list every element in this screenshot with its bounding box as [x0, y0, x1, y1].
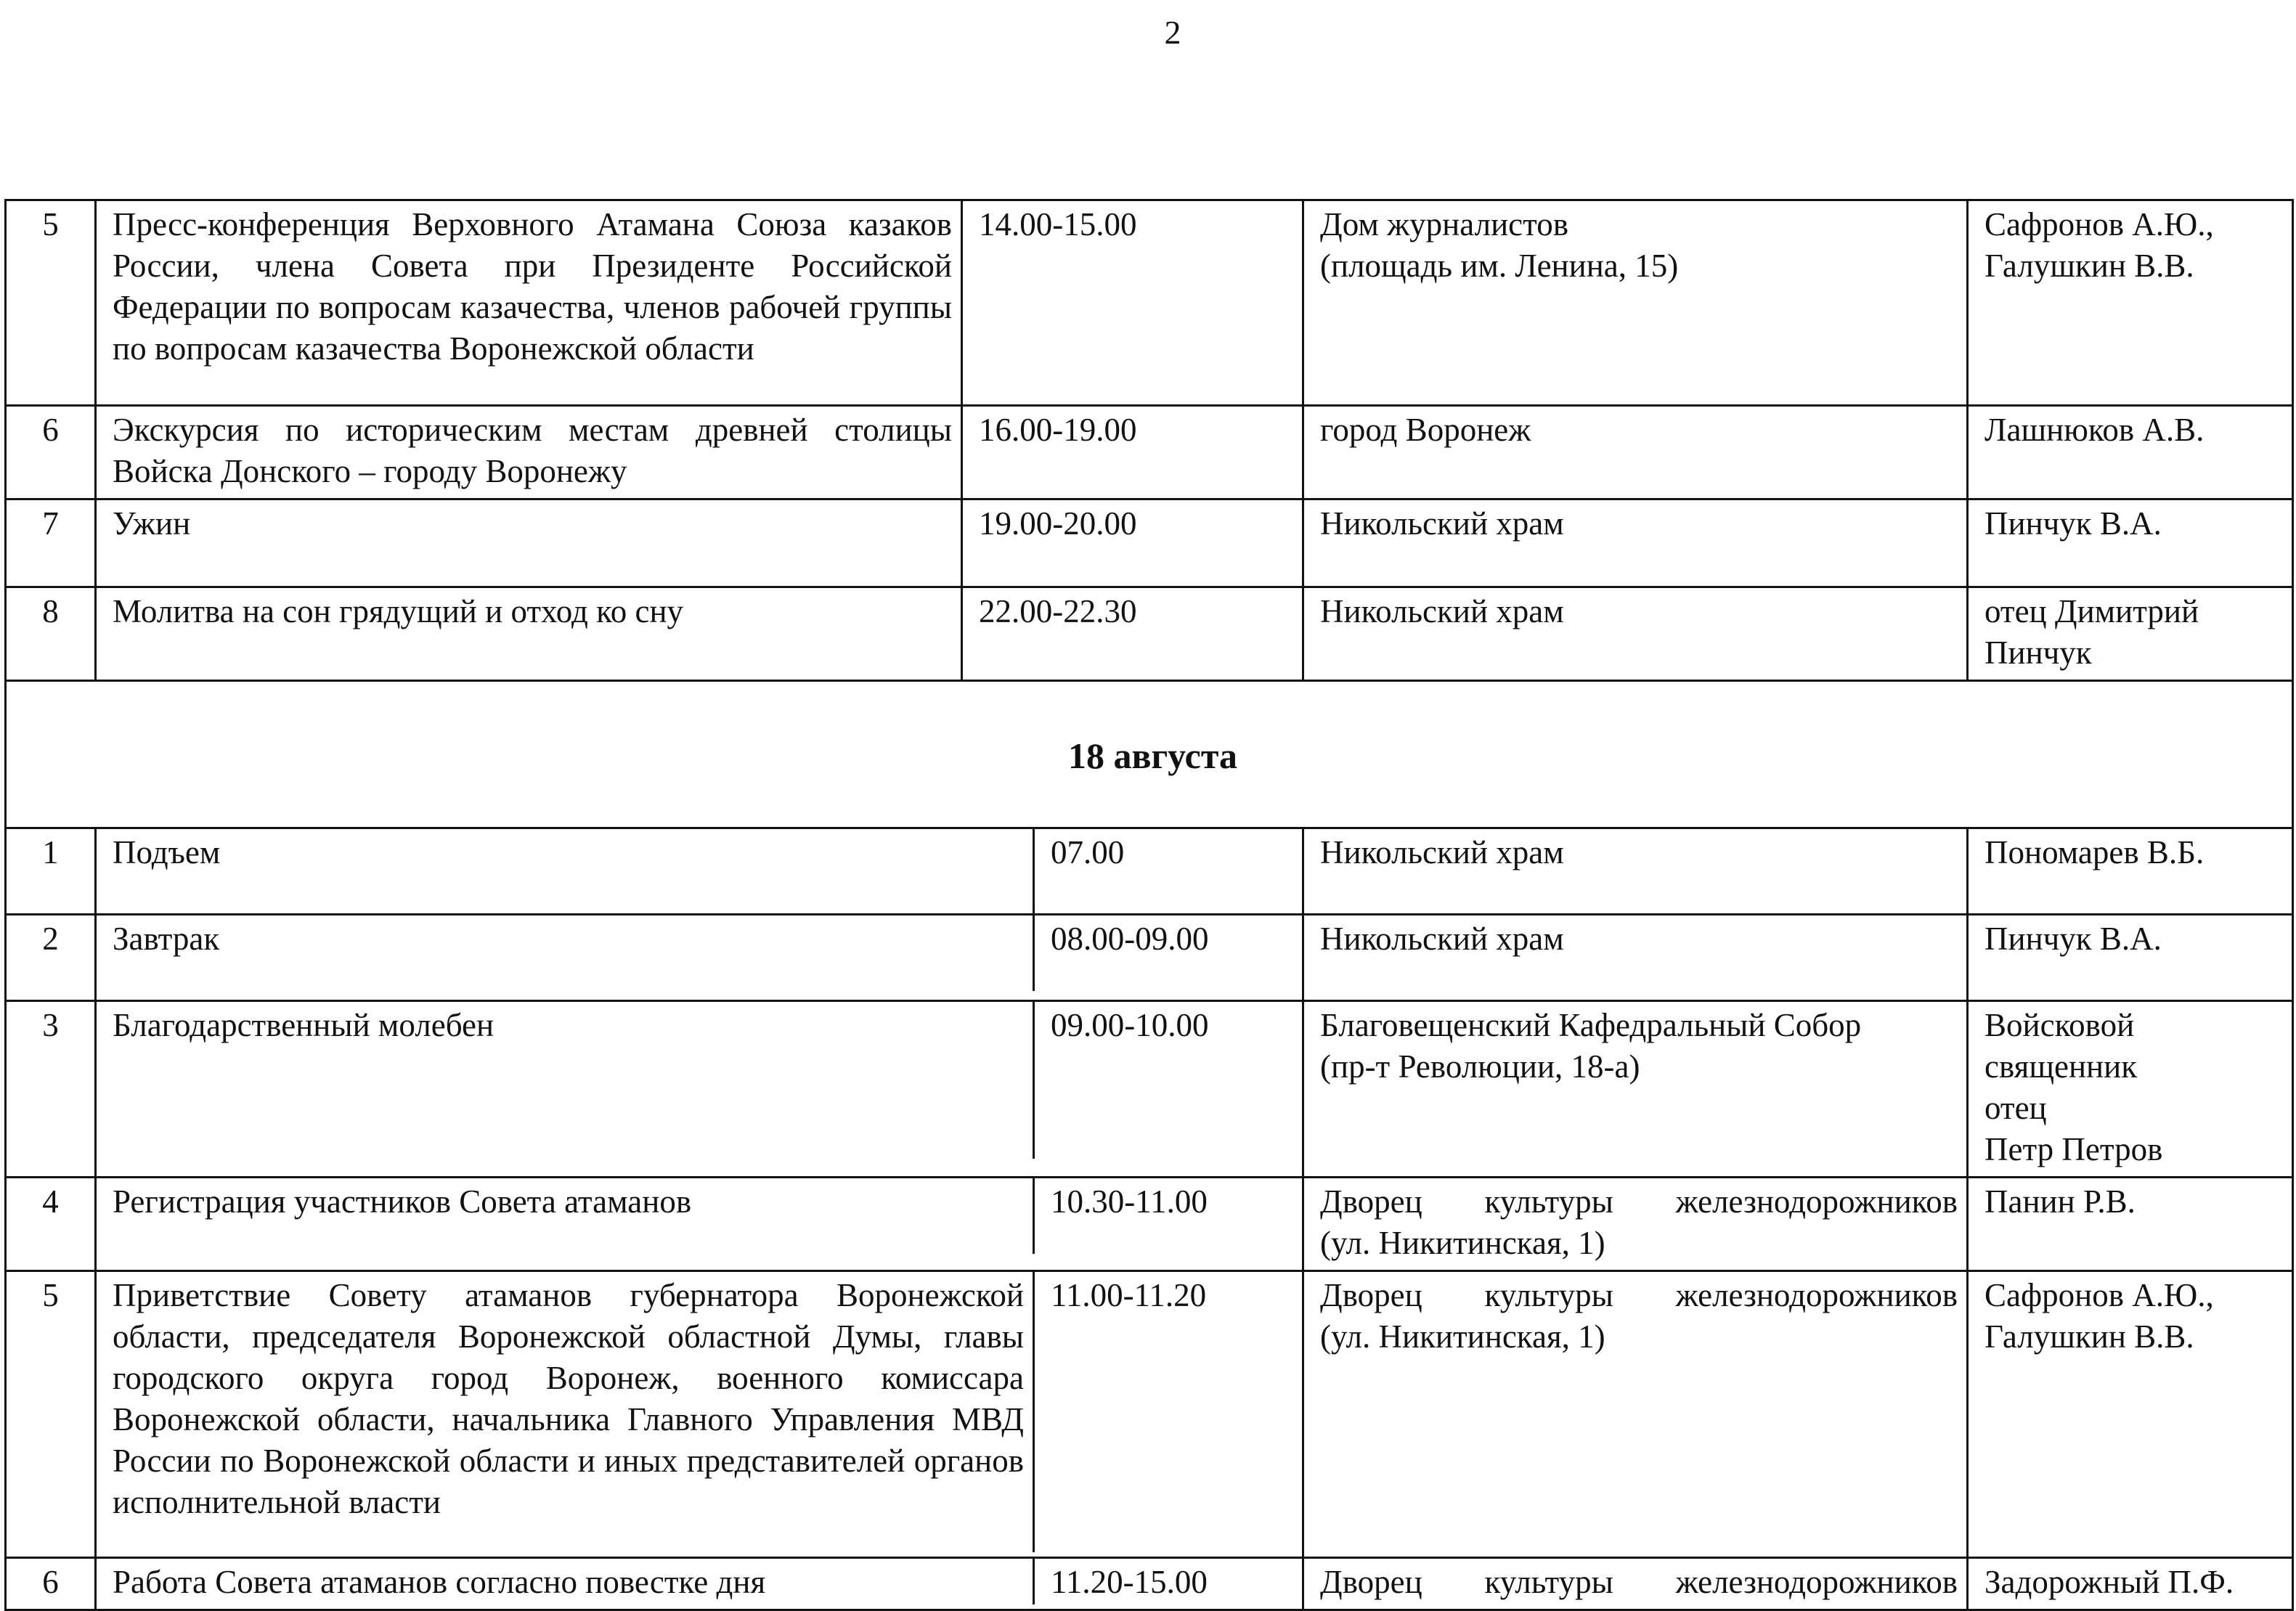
place-line: Никольский храм: [1320, 921, 1564, 957]
table-row: [6, 587, 2293, 681]
responsible-line: Галушкин В.В.: [1984, 248, 2194, 284]
responsible-line: Лашнюков А.В.: [1984, 412, 2205, 448]
responsible-line: Галушкин В.В.: [1984, 1318, 2194, 1355]
place-cell: [1303, 915, 1968, 1001]
row-number: 5: [6, 200, 96, 406]
time-cell: 09.00-10.00: [1051, 1007, 1209, 1043]
place-line: (пр-т Революции, 18-а): [1320, 1048, 1640, 1085]
table-row: [6, 200, 2293, 406]
responsible-cell: [1968, 1178, 2293, 1271]
table-row: [6, 499, 2293, 587]
place-cell: [1303, 200, 1968, 406]
responsible-line: Пинчук В.А.: [1984, 505, 2162, 542]
row-number: 5: [6, 1271, 96, 1558]
time-cell: 11.20-15.00: [1051, 1564, 1208, 1600]
place-line: (ул. Никитинская, 1): [1320, 1318, 1605, 1355]
responsible-cell: [1968, 1271, 2293, 1558]
place-line: Дворец культуры железнодорожников: [1320, 1183, 1958, 1220]
time-cell: 07.00: [1051, 834, 1125, 870]
place-line: (ул. Никитинская, 1): [1320, 1225, 1605, 1261]
row-number: 4: [6, 1178, 96, 1271]
row-number: 8: [6, 587, 96, 681]
place-cell: [1303, 828, 1968, 915]
event-cell: Ужин: [96, 499, 962, 587]
responsible-line: Сафронов А.Ю.,: [1984, 1277, 2214, 1313]
place-line: Дворец культуры железнодорожников: [1320, 1277, 1958, 1313]
responsible-cell: [1968, 200, 2293, 406]
responsible-cell: [1968, 406, 2293, 499]
row-number: 2: [6, 915, 96, 1001]
table-row: [6, 1271, 2293, 1558]
event-time-wrap: [96, 1001, 1303, 1178]
responsible-cell: [1968, 587, 2293, 681]
event-cell: Экскурсия по историческим местам древней столицы Войска Донского – городу Воронежу: [96, 406, 962, 499]
row-number: 7: [6, 499, 96, 587]
responsible-line: Задорожный П.Ф.: [1984, 1564, 2234, 1600]
responsible-line: Петр Петров: [1984, 1131, 2163, 1167]
time-cell: 14.00-15.00: [962, 200, 1303, 406]
event-cell: Приветствие Совету атаманов губернатора Воронежской области, председателя Воронежской областной Думы, главы городского округа город Воронеж, военного комиссара Воронежской области, начальника Главного Управления МВД России по Воронежской области и иных представителей органов исполнительной власти: [97, 1272, 1035, 1552]
event-cell: Молитва на сон грядущий и отход ко сну: [96, 587, 962, 681]
place-cell: [1303, 1271, 1968, 1558]
row-number: 3: [6, 1001, 96, 1178]
place-line: (площадь им. Ленина, 15): [1320, 248, 1679, 284]
place-line: Никольский храм: [1320, 834, 1564, 870]
place-line: Дом журналистов: [1320, 206, 1568, 242]
schedule-table: [4, 199, 2294, 1611]
table-row: [6, 828, 2293, 915]
event-cell: Благодарственный молебен: [97, 1002, 1035, 1159]
responsible-cell: [1968, 1558, 2293, 1610]
table-row: [6, 915, 2293, 1001]
place-cell: [1303, 406, 1968, 499]
event-cell: Регистрация участников Совета атаманов: [97, 1178, 1035, 1254]
responsible-line: Сафронов А.Ю.,: [1984, 206, 2214, 242]
place-line: Никольский храм: [1320, 505, 1564, 542]
row-number: 6: [6, 406, 96, 499]
time-cell: 11.00-11.20: [1051, 1277, 1207, 1313]
responsible-cell: [1968, 828, 2293, 915]
place-cell: [1303, 1001, 1968, 1178]
responsible-line: отец: [1984, 1090, 2047, 1126]
place-cell: [1303, 1558, 1968, 1610]
time-cell: 16.00-19.00: [962, 406, 1303, 499]
event-time-wrap: [96, 1271, 1303, 1558]
place-line: город Воронеж: [1320, 412, 1531, 448]
responsible-line: Войсковой: [1984, 1007, 2135, 1043]
responsible-line: Пономарев В.Б.: [1984, 834, 2205, 870]
responsible-line: отец Димитрий: [1984, 593, 2199, 629]
responsible-line: Пинчук: [1984, 635, 2092, 671]
place-cell: [1303, 1178, 1968, 1271]
place-cell: [1303, 587, 1968, 681]
event-time-wrap: [96, 1178, 1303, 1271]
day-heading-row: [6, 681, 2293, 828]
event-cell: Завтрак: [97, 915, 1035, 991]
responsible-cell: [1968, 915, 2293, 1001]
time-cell: 08.00-09.00: [1051, 921, 1209, 957]
time-cell: 10.30-11.00: [1051, 1183, 1208, 1220]
table-row: [6, 1178, 2293, 1271]
table-row: [6, 1001, 2293, 1178]
responsible-line: Панин Р.В.: [1984, 1183, 2136, 1220]
place-line: Никольский храм: [1320, 593, 1564, 629]
responsible-cell: [1968, 499, 2293, 587]
responsible-line: Пинчук В.А.: [1984, 921, 2162, 957]
event-time-wrap: [96, 915, 1303, 1001]
responsible-cell: [1968, 1001, 2293, 1178]
day-heading: 18 августа: [6, 681, 2293, 828]
row-number: 1: [6, 828, 96, 915]
table-row: [6, 1558, 2293, 1610]
event-time-wrap: [96, 1558, 1303, 1610]
responsible-line: священник: [1984, 1048, 2138, 1085]
event-time-wrap: [96, 828, 1303, 915]
place-line: Дворец культуры железнодорожников: [1320, 1564, 1958, 1600]
event-cell: Работа Совета атаманов согласно повестке дня: [97, 1559, 1035, 1604]
place-cell: [1303, 499, 1968, 587]
event-cell: Пресс-конференция Верховного Атамана Союза казаков России, члена Совета при Президенте Российской Федерации по вопросам казачества, членов рабочей группы по вопросам казачества Воронежской области: [96, 200, 962, 406]
time-cell: 22.00-22.30: [962, 587, 1303, 681]
place-line: Благовещенский Кафедральный Собор: [1320, 1007, 1862, 1043]
table-row: [6, 406, 2293, 499]
time-cell: 19.00-20.00: [962, 499, 1303, 587]
event-cell: Подъем: [97, 829, 1035, 913]
row-number: 6: [6, 1558, 96, 1610]
page-number: 2: [1164, 14, 1181, 51]
